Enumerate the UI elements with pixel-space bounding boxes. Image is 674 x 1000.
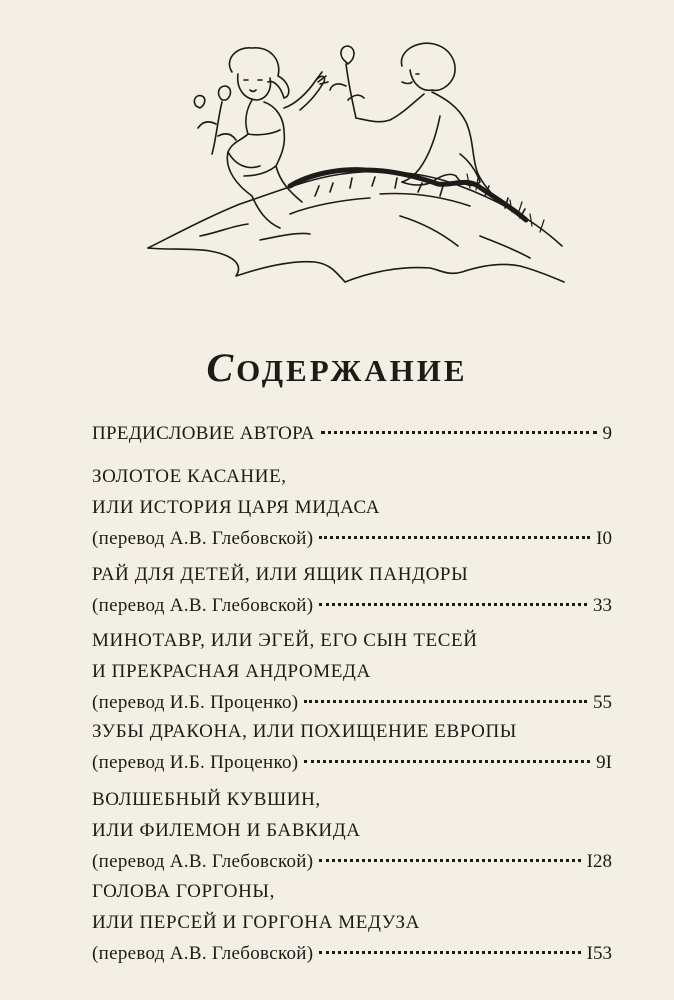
toc-entry-title-line: МИНОТАВР, ИЛИ ЭГЕЙ, ЕГО СЫН ТЕСЕЙ — [92, 630, 478, 651]
dot-leader — [319, 859, 580, 862]
toc-entry-golden-touch — [92, 461, 612, 554]
page-number: 9 — [602, 423, 612, 444]
toc-entry-title-line: ЗУБЫ ДРАКОНА, ИЛИ ПОХИЩЕНИЕ ЕВРОПЫ — [92, 721, 517, 742]
toc-entry-title-line: ВОЛШЕБНЫЙ КУВШИН, — [92, 789, 321, 810]
dot-leader — [321, 431, 597, 434]
toc-entry-gorgon-head — [92, 876, 612, 969]
toc-entry-paradise — [92, 559, 612, 621]
toc-entry-minotaur — [92, 625, 612, 718]
toc-page-line — [92, 846, 612, 877]
toc-entry-title: ПРЕДИСЛОВИЕ АВТОРА — [92, 423, 315, 444]
translator-credit: (перевод А.В. Глебовской) — [92, 943, 314, 964]
translator-credit: (перевод И.Б. Проценко) — [92, 692, 299, 713]
toc-page-line — [92, 418, 612, 449]
title-rest: ОДЕРЖАНИЕ — [236, 353, 468, 388]
children-with-flowers-illustration — [140, 36, 570, 301]
toc-page-line — [92, 938, 612, 969]
dot-leader — [304, 760, 590, 763]
translator-credit: (перевод А.В. Глебовской) — [92, 528, 314, 549]
page-number: 33 — [593, 595, 612, 616]
toc-entry-dragon-teeth — [92, 716, 612, 778]
toc-entry-title-line: ИЛИ ФИЛЕМОН И БАВКИДА — [92, 820, 361, 841]
dot-leader — [319, 603, 587, 606]
page-number: 9I — [596, 752, 612, 773]
toc-entry-miraculous-pitcher — [92, 784, 612, 877]
toc-page-line — [92, 747, 612, 778]
toc-page-line — [92, 590, 612, 621]
toc-entry-title-line: ИЛИ ПЕРСЕЙ И ГОРГОНА МЕДУЗА — [92, 912, 420, 933]
toc-entry-preface — [92, 418, 612, 449]
title-initial: С — [206, 345, 237, 390]
toc-page-line — [92, 687, 612, 718]
translator-credit: (перевод И.Б. Проценко) — [92, 752, 299, 773]
dot-leader — [319, 536, 590, 539]
translator-credit: (перевод А.В. Глебовской) — [92, 595, 314, 616]
toc-entry-title-line: ИЛИ ИСТОРИЯ ЦАРЯ МИДАСА — [92, 497, 381, 518]
dot-leader — [319, 951, 580, 954]
translator-credit: (перевод А.В. Глебовской) — [92, 851, 314, 872]
toc-entry-title-line: И ПРЕКРАСНАЯ АНДРОМЕДА — [92, 661, 371, 682]
toc-entry-title-line: ГОЛОВА ГОРГОНЫ, — [92, 881, 275, 902]
page-number: I28 — [586, 851, 612, 872]
contents-title — [0, 344, 674, 391]
toc-entry-title-line: ЗОЛОТОЕ КАСАНИЕ, — [92, 466, 287, 487]
toc-page-line — [92, 523, 612, 554]
dot-leader — [304, 700, 587, 703]
page-number: I0 — [596, 528, 612, 549]
toc-entry-title-line: РАЙ ДЛЯ ДЕТЕЙ, ИЛИ ЯЩИК ПАНДОРЫ — [92, 564, 469, 585]
page-number: I53 — [586, 943, 612, 964]
page-number: 55 — [593, 692, 612, 713]
